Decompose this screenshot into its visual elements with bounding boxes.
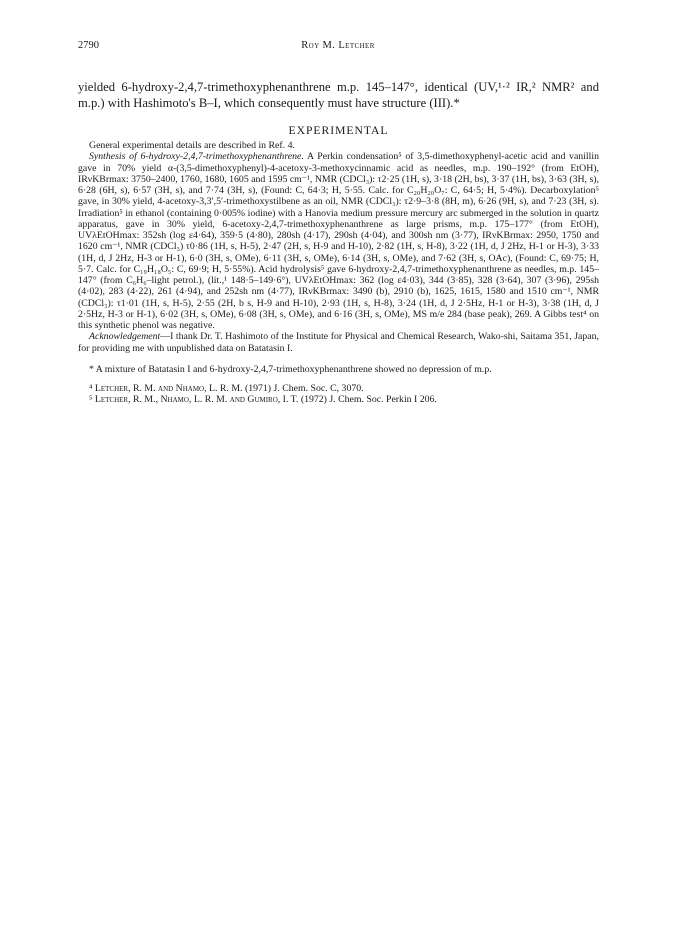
lead-paragraph: yielded 6-hydroxy-2,4,7-trimethoxyphenanthrene m.p. 145–147°, identical (UV,¹·² IR,² NMR² and m.p.) with Hashimoto's B–I, which consequently must have structure (III).*	[78, 79, 599, 110]
acknowledgement	[78, 331, 599, 354]
ref-4-marker: ⁴	[89, 383, 93, 394]
synthesis-title: Synthesis of 6-hydroxy-2,4,7-trimethoxyphenanthrene.	[89, 151, 304, 163]
section-heading-experimental: EXPERIMENTAL	[288, 124, 389, 137]
acknowledgement-text: —I thank Dr. T. Hashimoto of the Institute for Physical and Chemical Research, Wako-shi, Saitama 351, Japan, for providing me with unpublished data on Batatasin I.	[78, 331, 599, 354]
ref-4-authors: Letcher, R. M. and Nhamo, L. R. M.	[94, 383, 243, 394]
ref-5-marker: ⁵	[89, 394, 93, 406]
footnote-ref-5	[78, 394, 599, 405]
synthesis-text: A Perkin condensation⁵ of 3,5-dimethoxyphenyl-acetic acid and vanillin gave in 70% yield α-(3,5-dimethoxyphenyl)-4-acetoxy-3-methoxycinnamic acid as needles, m.p. 190–192° (from EtOH), IRνKBrmax: 3750–2400, 1760, 1680, 1605 and 1595 cm⁻¹, NMR (CDCl₃): τ2·25 (1H, s), 3·18 (2H, bs), 3·37 (1H, bs), 3·63 (3H, s), 6·28 (6H, s), 6·57 (3H, s), and 7·74 (3H, s), (Found: C, 64·3; H, 5·55. Calc. for C₂₀H₂₀O₇: C, 64·5; H, 5·4%). Decarboxylation⁵ gave, in 30% yield, 4-acetoxy-3,3′,5′-trimethoxystilbene as an oil, NMR (CDCl₃): τ2·9–3·8 (8H, m), 6·26 (9H, s), and 7·23 (3H, s). Irradiation⁵ in ethanol (containing 0·005% iodine) with a Hanovia medium pressure mercury arc submerged in the solution in quartz apparatus, gave in 30% yield, 6-acetoxy-2,4,7-trimethoxyphenanthrene as large prisms, m.p. 175–177° (from EtOH), UVλEtOHmax: 352sh (log ε4·64), 359·5 (4·80), 280sh (4·17), 290sh (4·04), and 300sh nm (3·77), IRνKBrmax: 2950, 1750 and 1620 cm⁻¹, NMR (CDCl₃) τ0·86 (1H, s, H-5), 2·47 (2H, s, H-9 and H-10), 2·82 (1H, s, H-8), 3·22 (1H, d, J 2Hz, H-1 or H-3), 3·33 (1H, d, J 2Hz, H-3 or H-1), 6·0 (3H, s, OMe), 6·11 (3H, s, OMe), 6·14 (3H, s, OMe), and 7·62 (3H, s, OAc), (Found: C, 69·75; H, 5·7. Calc. for C₁₉H₁₈O₅: C, 69·9; H, 5·55%). Acid hydrolysis⁵ gave 6-hydroxy-2,4,7-trimethoxyphenanthrene as needles, m.p. 145–147° (from C₆H₆–light petrol.), (lit.,¹ 148·5–149·6°), UVλEtOHmax: 362 (log ε4·03), 344 (3·85), 328 (3·64), 307 (3·96), 295sh (4·02), 283 (4·22), 261 (4·94), and 252sh nm (4·77), IRνKBrmax: 3490 (b), 2910 (b), 1625, 1615, 1580 and 1510 cm⁻¹, NMR (CDCl₃): τ1·01 (1H, s, H-5), 2·55 (2H, b s, H-9 and H-10), 2·93 (1H, s, H-8), 3·24 (1H, d, J 2·5Hz, H-1 or H-3), 3·38 (1H, d, J 2·5Hz, H-3 or H-1), 6·02 (3H, s, OMe), 6·08 (3H, s, OMe), and 6·16 (3H, s, OMe), MS m/e 284 (base peak), 269. A Gibbs test⁴ on this synthetic phenol was negative.	[78, 151, 599, 331]
page-header	[78, 40, 598, 54]
ref-5-authors: Letcher, R. M., Nhamo, L. R. M. and Gumiro, I. T.	[94, 394, 299, 406]
general-details: General experimental details are described in Ref. 4.	[89, 140, 295, 151]
running-head: Roy M. Letcher	[301, 40, 375, 51]
footnotes	[78, 364, 599, 406]
synthesis-paragraph	[78, 151, 599, 331]
footnote-ref-4	[78, 383, 599, 394]
page-number: 2790	[78, 40, 99, 51]
footnote-star: * A mixture of Batatasin I and 6-hydroxy-2,4,7-trimethoxyphenanthrene showed no depression of m.p.	[89, 363, 492, 375]
acknowledgement-label: Acknowledgement	[89, 331, 161, 343]
ref-5-citation: (1972) J. Chem. Soc. Perkin I 206.	[300, 394, 437, 406]
ref-4-citation: (1971) J. Chem. Soc. C, 3070.	[244, 383, 364, 394]
experimental-section	[78, 140, 599, 406]
